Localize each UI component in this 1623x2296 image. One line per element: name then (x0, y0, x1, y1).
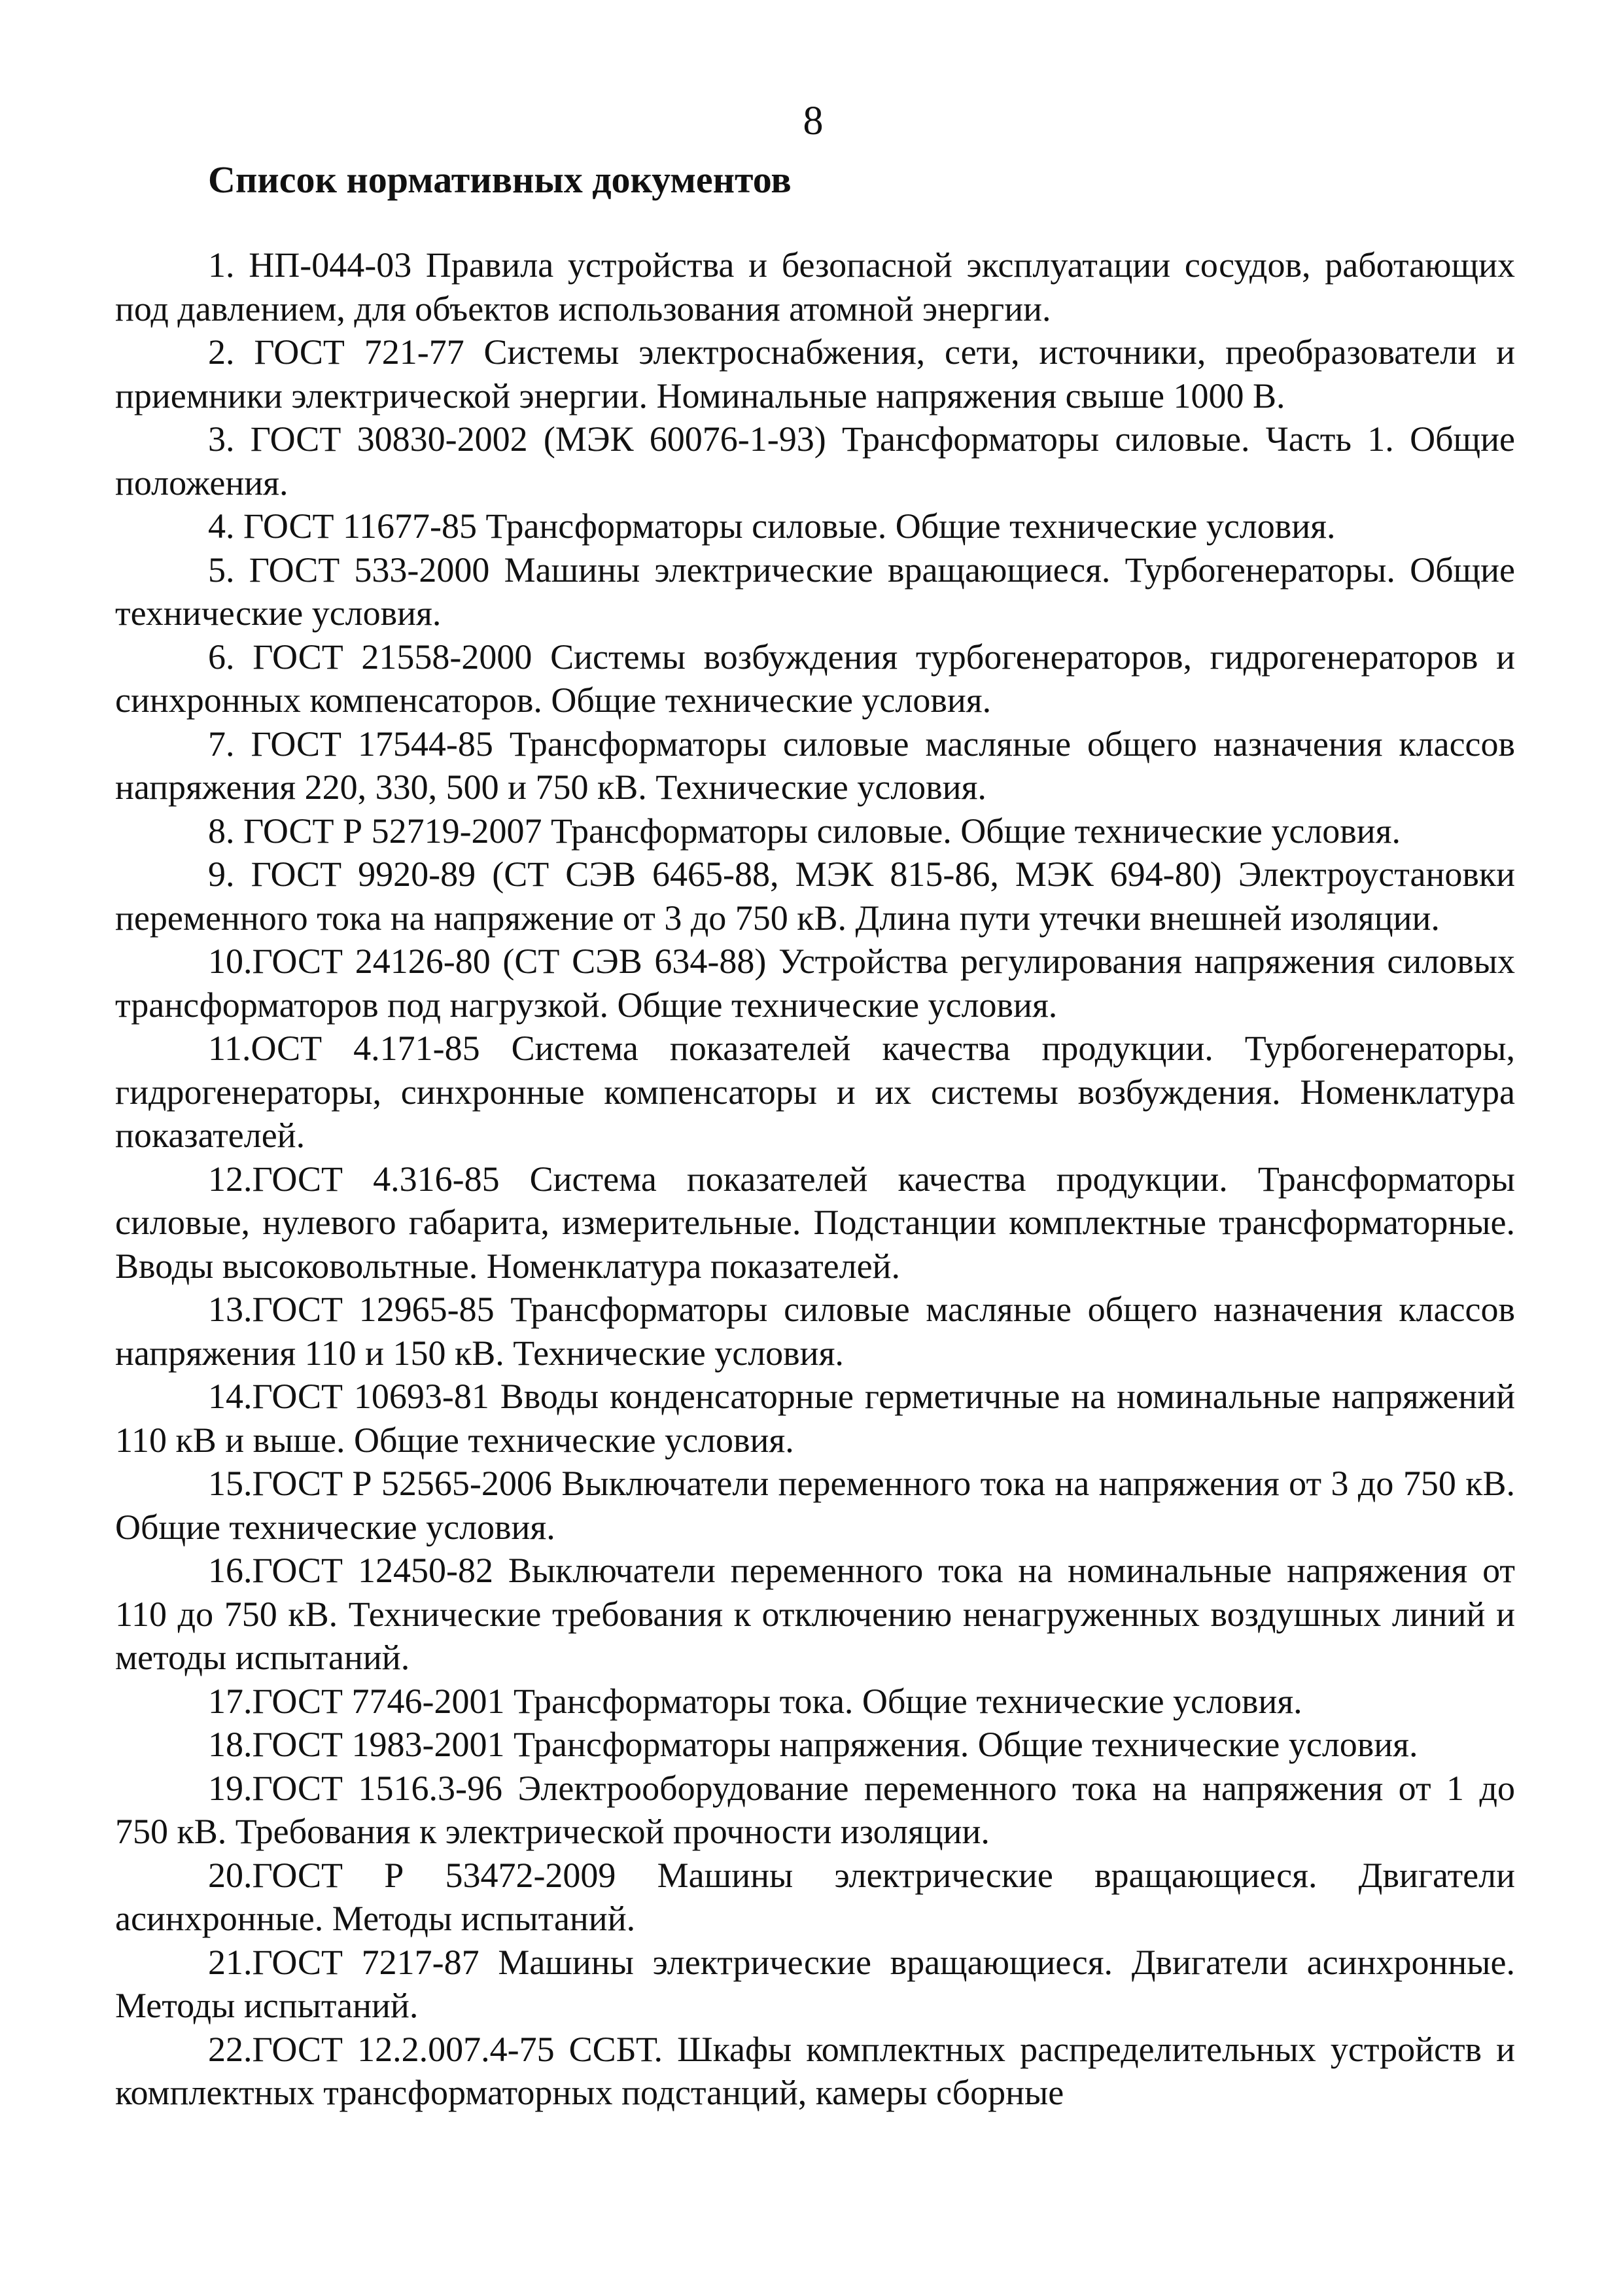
document-item-number: 5. (208, 550, 249, 590)
document-item-number: 15. (208, 1464, 253, 1503)
document-list-item (115, 809, 1515, 853)
document-list-item (115, 504, 1515, 548)
document-list-item (115, 1723, 1515, 1767)
document-list-item (115, 853, 1515, 940)
document-item-number: 13. (208, 1290, 253, 1329)
document-list-item (115, 548, 1515, 635)
document-item-text: ГОСТ Р 52719-2007 Трансформаторы силовые. Общие технические условия. (243, 811, 1401, 851)
document-list-item (115, 1680, 1515, 1723)
document-list-item (115, 1549, 1515, 1680)
document-item-text: ГОСТ 1516.3-96 Электрооборудование переменного тока на напряжения от 1 до 750 кВ. Требования к электрической прочности изоляции. (115, 1768, 1515, 1851)
document-item-number: 2. (208, 332, 254, 372)
document-item-text: ГОСТ 12.2.007.4-75 ССБТ. Шкафы комплектных распределительных устройств и комплектных трансформаторных подстанций, камеры сборные (115, 2029, 1515, 2112)
document-list-item (115, 417, 1515, 504)
document-list-item (115, 722, 1515, 809)
document-item-text: ГОСТ 30830-2002 (МЭК 60076-1-93) Трансформаторы силовые. Часть 1. Общие положения. (115, 419, 1515, 503)
document-item-number: 22. (208, 2029, 253, 2069)
document-item-number: 11. (208, 1029, 251, 1068)
document-item-text: НП-044-03 Правила устройства и безопасной эксплуатации сосудов, работающих под давлением, для объектов использования атомной энергии. (115, 245, 1516, 328)
document-item-text: ГОСТ 7217-87 Машины электрические вращающиеся. Двигатели асинхронные. Методы испытаний. (115, 1942, 1515, 2025)
document-list-item (115, 1941, 1515, 2028)
document-item-number: 8. (208, 811, 243, 851)
document-item-text: ГОСТ 11677-85 Трансформаторы силовые. Общие технические условия. (243, 506, 1336, 546)
document-item-number: 17. (208, 1681, 253, 1721)
document-item-text: ГОСТ 721-77 Системы электроснабжения, сети, источники, преобразователи и приемники электрической энергии. Номинальные напряжения свыше 1000 В. (115, 332, 1516, 415)
document-item-text: ГОСТ 4.316-85 Система показателей качества продукции. Трансформаторы силовые, нулевого габарита, измерительные. Подстанции комплектные трансформаторные. Вводы высоковольтные. Номенклатура показателей. (115, 1159, 1515, 1286)
document-list-item (115, 2028, 1515, 2115)
document-item-text: ГОСТ 1983-2001 Трансформаторы напряжения. Общие технические условия. (252, 1725, 1418, 1764)
document-item-text: ГОСТ Р 52565-2006 Выключатели переменного тока на напряжения от 3 до 750 кВ. Общие технические условия. (115, 1464, 1515, 1547)
document-list-item (115, 635, 1515, 722)
document-item-text: ГОСТ 9920-89 (СТ СЭВ 6465-88, МЭК 815-86, МЭК 694-80) Электроустановки переменного тока на напряжение от 3 до 750 кВ. Длина пути утечки внешней изоляции. (115, 855, 1515, 938)
document-item-number: 19. (208, 1768, 253, 1808)
document-list-item (115, 940, 1515, 1027)
document-item-text: ГОСТ 7746-2001 Трансформаторы тока. Общие технические условия. (252, 1681, 1302, 1721)
document-item-number: 16. (208, 1551, 253, 1590)
document-item-number: 7. (208, 724, 251, 764)
document-item-text: ГОСТ 533-2000 Машины электрические вращающиеся. Турбогенераторы. Общие технические условия. (115, 550, 1515, 633)
document-item-number: 21. (208, 1942, 253, 1982)
normative-documents-list (115, 243, 1515, 2115)
document-item-number: 20. (208, 1855, 253, 1895)
document-item-number: 3. (208, 419, 251, 459)
document-list-item (115, 1027, 1515, 1157)
document-list-item (115, 243, 1515, 330)
document-item-text: ГОСТ 21558-2000 Системы возбуждения турбогенераторов, гидрогенераторов и синхронных компенсаторов. Общие технические условия. (115, 637, 1516, 720)
document-item-text: ГОСТ 24126-80 (СТ СЭВ 634-88) Устройства регулирования напряжения силовых трансформаторов под нагрузкой. Общие технические условия. (115, 942, 1515, 1025)
document-item-number: 1. (208, 245, 249, 285)
document-item-number: 14. (208, 1377, 253, 1416)
document-item-number: 18. (208, 1725, 253, 1764)
document-item-text: ГОСТ 12965-85 Трансформаторы силовые масляные общего назначения классов напряжения 110 и 150 кВ. Технические условия. (115, 1290, 1515, 1373)
document-list-item (115, 1375, 1515, 1462)
document-item-text: ГОСТ Р 53472-2009 Машины электрические вращающиеся. Двигатели асинхронные. Методы испытаний. (115, 1855, 1515, 1938)
document-item-text: ОСТ 4.171-85 Система показателей качества продукции. Турбогенераторы, гидрогенераторы, синхронные компенсаторы и их системы возбуждения. Номенклатура показателей. (115, 1029, 1515, 1155)
document-list-item (115, 330, 1515, 417)
document-list-item (115, 1854, 1515, 1941)
document-item-text: ГОСТ 17544-85 Трансформаторы силовые масляные общего назначения классов напряжения 220, 330, 500 и 750 кВ. Технические условия. (115, 724, 1516, 807)
document-item-number: 12. (208, 1159, 253, 1199)
document-list-item (115, 1462, 1515, 1549)
document-item-number: 10. (208, 942, 253, 981)
page-number: 8 (803, 99, 824, 143)
document-list-item (115, 1288, 1515, 1375)
document-item-number: 9. (208, 855, 251, 894)
page-title: Список нормативных документов (208, 158, 792, 201)
document-item-number: 6. (208, 637, 253, 677)
document-list-item (115, 1767, 1515, 1854)
document-item-text: ГОСТ 10693-81 Вводы конденсаторные герметичные на номинальные напряжений 110 кВ и выше. Общие технические условия. (115, 1377, 1515, 1460)
document-item-number: 4. (208, 506, 243, 546)
document-list-item (115, 1157, 1515, 1288)
document-item-text: ГОСТ 12450-82 Выключатели переменного тока на номинальные напряжения от 110 до 750 кВ. Технические требования к отключению ненагруженных воздушных линий и методы испытаний. (115, 1551, 1515, 1677)
